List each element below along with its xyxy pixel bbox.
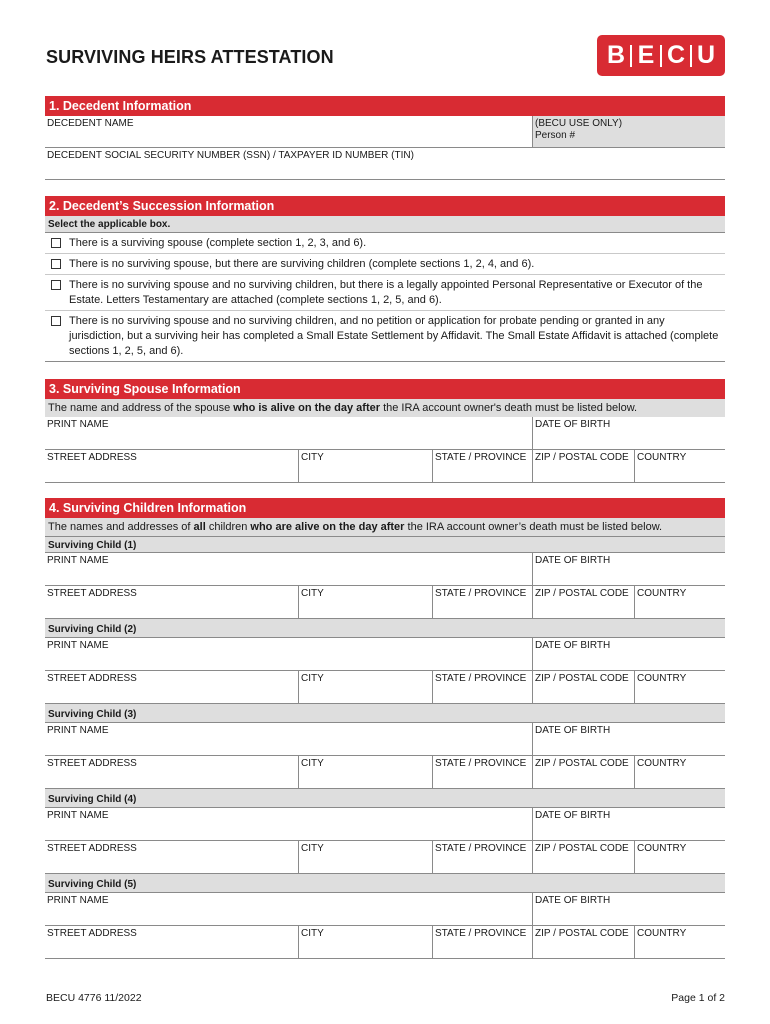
child-dob-field[interactable] — [532, 723, 725, 755]
field-label: STATE / PROVINCE — [435, 588, 527, 599]
decedent-name-field[interactable] — [45, 116, 532, 147]
spouse-note — [45, 399, 725, 417]
checkbox[interactable] — [51, 280, 61, 290]
field-label: CITY — [301, 843, 324, 854]
child-street-field[interactable] — [45, 586, 298, 618]
field-label: STATE / PROVINCE — [435, 758, 527, 769]
note-text: the IRA account owner’s death must be listed below. — [404, 521, 663, 533]
child-city-field[interactable] — [298, 926, 432, 958]
logo-divider — [660, 45, 662, 67]
child-city-field[interactable] — [298, 671, 432, 703]
child-label: Surviving Child (3) — [45, 704, 725, 723]
spouse-zip-field[interactable] — [532, 450, 634, 482]
instruction-text: Select the applicable box. — [45, 216, 725, 233]
logo-divider — [690, 45, 692, 67]
child-print-name-field[interactable] — [45, 808, 532, 840]
field-label: COUNTRY — [637, 452, 687, 463]
field-label: STREET ADDRESS — [47, 588, 137, 599]
child-zip-field[interactable] — [532, 586, 634, 618]
spouse-state-field[interactable] — [432, 450, 532, 482]
field-label: CITY — [301, 452, 324, 463]
ssn-tin-field[interactable] — [45, 148, 725, 179]
field-label: STATE / PROVINCE — [435, 452, 527, 463]
note-text: The name and address of the spouse — [48, 402, 234, 414]
logo-letter-e: E — [637, 41, 655, 69]
checkbox[interactable] — [51, 259, 61, 269]
note-text: The names and addresses of — [48, 521, 194, 533]
child-city-field[interactable] — [298, 841, 432, 873]
field-label: STATE / PROVINCE — [435, 928, 527, 939]
field-label: STREET ADDRESS — [47, 843, 137, 854]
field-label: CITY — [301, 588, 324, 599]
succession-option[interactable] — [45, 233, 725, 254]
note-emphasis: who are alive on the day after — [250, 521, 405, 533]
child-state-field[interactable] — [432, 841, 532, 873]
child-street-field[interactable] — [45, 926, 298, 958]
field-label: DATE OF BIRTH — [535, 555, 611, 566]
spouse-city-field[interactable] — [298, 450, 432, 482]
becu-logo — [597, 35, 725, 76]
succession-option[interactable] — [45, 275, 725, 311]
child-dob-field[interactable] — [532, 553, 725, 585]
becu-use-only-label: (BECU USE ONLY) — [535, 118, 623, 129]
field-label: DATE OF BIRTH — [535, 895, 611, 906]
section-heading: 4. Surviving Children Information — [45, 498, 725, 518]
child-country-field[interactable] — [634, 926, 725, 958]
spouse-country-field[interactable] — [634, 450, 725, 482]
note-emphasis: all — [193, 521, 206, 533]
logo-divider — [630, 45, 632, 67]
option-label: There is no surviving spouse and no surviving children, and no petition or application for probate pending or granted in any jurisdiction, but a surviving heir has completed a Small Estate Settlement by Affidavit. The Small Estate Affidavit is attached (complete sections 1, 2, 5, and 6). — [69, 315, 719, 357]
logo-letter-u: U — [696, 41, 716, 69]
child-country-field[interactable] — [634, 756, 725, 788]
note-emphasis: who is alive on the day after — [233, 402, 381, 414]
child-label: Surviving Child (5) — [45, 874, 725, 893]
page-number: Page 1 of 2 — [671, 992, 725, 1004]
child-country-field[interactable] — [634, 586, 725, 618]
form-id: BECU 4776 11/2022 — [46, 992, 142, 1004]
child-city-field[interactable] — [298, 586, 432, 618]
field-label: PRINT NAME — [47, 810, 109, 821]
field-label: COUNTRY — [637, 928, 687, 939]
page-title: SURVIVING HEIRS ATTESTATION — [46, 47, 334, 67]
child-dob-field[interactable] — [532, 808, 725, 840]
succession-option[interactable] — [45, 254, 725, 275]
field-label: PRINT NAME — [47, 555, 109, 566]
child-country-field[interactable] — [634, 841, 725, 873]
field-label: PRINT NAME — [47, 640, 109, 651]
field-label: STREET ADDRESS — [47, 452, 137, 463]
spouse-print-name-field[interactable] — [45, 417, 532, 449]
section-surviving-spouse — [45, 379, 725, 483]
child-print-name-field[interactable] — [45, 723, 532, 755]
surviving-child-block — [45, 704, 725, 789]
succession-option[interactable] — [45, 311, 725, 361]
field-label: PRINT NAME — [47, 725, 109, 736]
child-label: Surviving Child (2) — [45, 619, 725, 638]
child-label: Surviving Child (1) — [45, 537, 725, 553]
field-label: CITY — [301, 758, 324, 769]
option-label: There is no surviving spouse, but there are surviving children (complete sections 1, 2, 4, and 6). — [69, 258, 535, 270]
option-label: There is no surviving spouse and no surviving children, but there is a legally appointed Personal Representative or Executor of the Estate. Letters Testamentary are attached (complete sections 1, 2, 5, and 6). — [69, 279, 703, 306]
child-street-field[interactable] — [45, 841, 298, 873]
child-print-name-field[interactable] — [45, 638, 532, 670]
child-dob-field[interactable] — [532, 638, 725, 670]
field-label: COUNTRY — [637, 673, 687, 684]
field-label: DECEDENT NAME — [47, 118, 134, 129]
field-label: DATE OF BIRTH — [535, 810, 611, 821]
surviving-child-block — [45, 619, 725, 704]
field-label: STREET ADDRESS — [47, 928, 137, 939]
field-label: PRINT NAME — [47, 895, 109, 906]
child-country-field[interactable] — [634, 671, 725, 703]
child-state-field[interactable] — [432, 926, 532, 958]
field-label: CITY — [301, 673, 324, 684]
child-label: Surviving Child (4) — [45, 789, 725, 808]
field-label: ZIP / POSTAL CODE — [535, 452, 629, 463]
logo-letter-c: C — [666, 41, 686, 69]
succession-options — [45, 233, 725, 362]
section-decedent-information — [45, 96, 725, 180]
checkbox[interactable] — [51, 316, 61, 326]
spouse-street-field[interactable] — [45, 450, 298, 482]
person-number-label: Person # — [535, 130, 576, 141]
surviving-child-block — [45, 537, 725, 619]
surviving-child-block — [45, 789, 725, 874]
child-street-field[interactable] — [45, 671, 298, 703]
option-label: There is a surviving spouse (complete section 1, 2, 3, and 6). — [69, 237, 367, 249]
field-label: COUNTRY — [637, 588, 687, 599]
field-label: COUNTRY — [637, 843, 687, 854]
field-label: ZIP / POSTAL CODE — [535, 843, 629, 854]
spouse-dob-field[interactable] — [532, 417, 725, 449]
section-heading: 2. Decedent’s Succession Information — [45, 196, 725, 216]
field-label: DATE OF BIRTH — [535, 725, 611, 736]
field-label: DATE OF BIRTH — [535, 640, 611, 651]
child-zip-field[interactable] — [532, 671, 634, 703]
child-city-field[interactable] — [298, 756, 432, 788]
section-heading: 1. Decedent Information — [45, 96, 725, 116]
note-text: the IRA account owner's death must be listed below. — [380, 402, 638, 414]
child-zip-field[interactable] — [532, 756, 634, 788]
child-state-field[interactable] — [432, 671, 532, 703]
field-label: CITY — [301, 928, 324, 939]
becu-use-only-box — [532, 116, 725, 147]
checkbox[interactable] — [51, 238, 61, 248]
section-surviving-children — [45, 498, 725, 959]
field-label: STREET ADDRESS — [47, 758, 137, 769]
child-zip-field[interactable] — [532, 841, 634, 873]
field-label: STATE / PROVINCE — [435, 843, 527, 854]
field-label: ZIP / POSTAL CODE — [535, 758, 629, 769]
child-street-field[interactable] — [45, 756, 298, 788]
field-label: PRINT NAME — [47, 419, 109, 430]
field-label: COUNTRY — [637, 758, 687, 769]
child-print-name-field[interactable] — [45, 553, 532, 585]
field-label: STREET ADDRESS — [47, 673, 137, 684]
field-label: STATE / PROVINCE — [435, 673, 527, 684]
surviving-child-block — [45, 874, 725, 959]
field-label: DECEDENT SOCIAL SECURITY NUMBER (SSN) / TAXPAYER ID NUMBER (TIN) — [47, 150, 414, 161]
field-label: ZIP / POSTAL CODE — [535, 588, 629, 599]
section-heading: 3. Surviving Spouse Information — [45, 379, 725, 399]
children-note — [45, 518, 725, 537]
field-label: ZIP / POSTAL CODE — [535, 673, 629, 684]
child-dob-field[interactable] — [532, 893, 725, 925]
child-state-field[interactable] — [432, 586, 532, 618]
section-succession-information — [45, 196, 725, 362]
field-label: DATE OF BIRTH — [535, 419, 611, 430]
child-state-field[interactable] — [432, 756, 532, 788]
child-zip-field[interactable] — [532, 926, 634, 958]
child-print-name-field[interactable] — [45, 893, 532, 925]
logo-letter-b: B — [606, 41, 626, 69]
field-label: ZIP / POSTAL CODE — [535, 928, 629, 939]
note-text: children — [205, 521, 251, 533]
